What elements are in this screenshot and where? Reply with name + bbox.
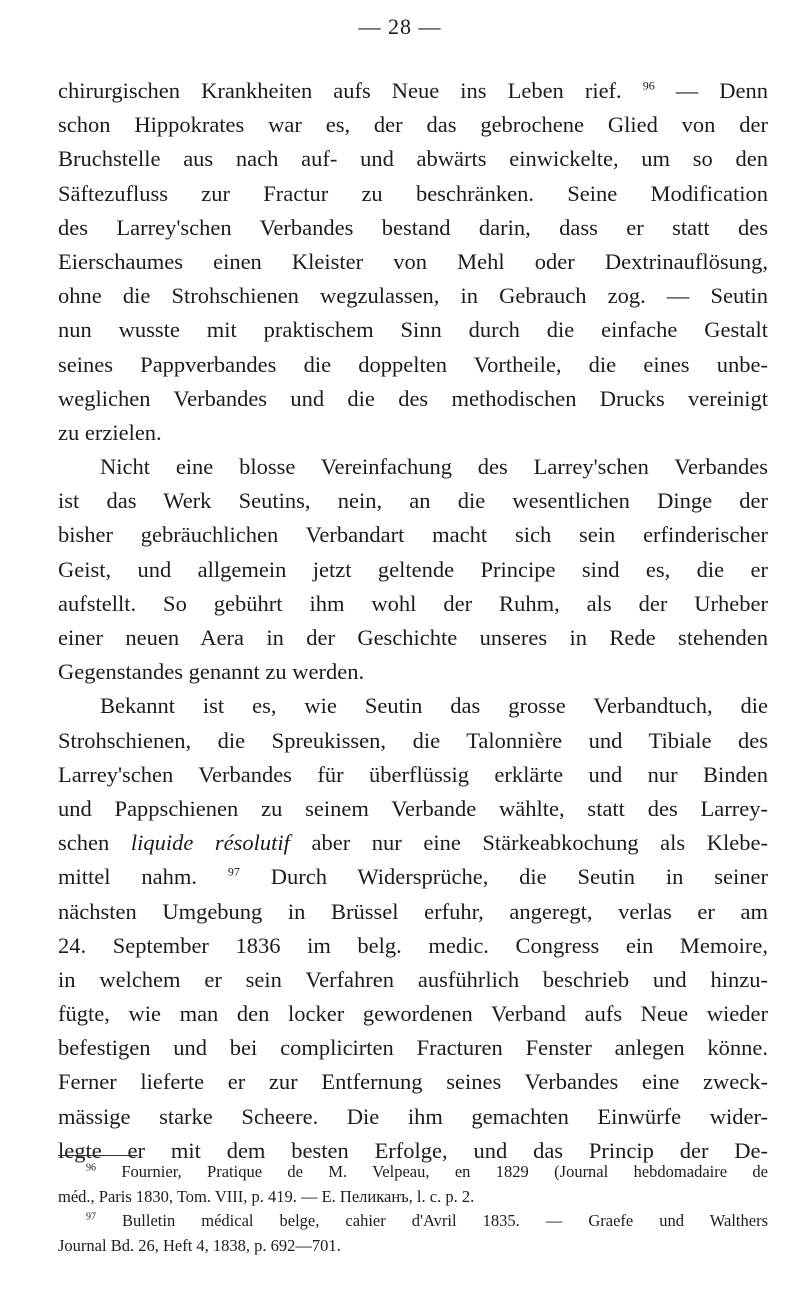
text-line: weglichen Verbandes und die des methodischen Drucks vereinigt [58,385,768,411]
footnote-marker: 96 [86,1162,96,1174]
text-line: Eierschaumes einen Kleister von Mehl oder Dextrinauflösung, [58,248,768,274]
text-line: Bruchstelle aus nach auf- und abwärts einwickelte, um so den [58,146,768,172]
text-line: ist das Werk Seutins, nein, an die wesentlichen Dinge der [58,488,768,514]
footnote-ref-96: 96 [642,78,655,93]
italic-term: liquide résolutif [130,830,290,856]
text-line: Nicht eine blosse Vereinfachung des Larrey'schen Verbandes [100,454,768,480]
text-line: in welchem er sein Verfahren ausführlich beschrieb und hinzu- [58,966,768,992]
text-line: Säftezufluss zur Fractur zu beschränken. Seine Modification [58,180,768,206]
page-number: — 28 — [358,14,442,39]
text-line: Bekannt ist es, wie Seutin das grosse Verbandtuch, die [100,693,768,719]
text-line: befestigen und bei complicirten Fracturen Fenster anlegen könne. [58,1035,768,1061]
text-line: einer neuen Aera in der Geschichte unseres in Rede stehenden [58,625,768,650]
text-line: nächsten Umgebung in Brüssel erfuhr, angeregt, verlas er am [58,898,768,924]
text-line: aufstellt. So gebührt ihm wohl der Ruhm, als der Urheber [58,590,768,616]
text-line: Gegenstandes genannt zu werden. [58,659,365,685]
footnote-line: $^{97}$ Bulletin médical belge, cahier d'Avril 1835. — Graefe und Walthers [86,1211,768,1230]
text-line: schon Hippokrates war es, der das gebrochene Glied von der [58,112,768,138]
text-line: 24. September 1836 im belg. medic. Congress ein Memoire, [58,932,768,958]
footnote-line: $^{96}$ Fournier, Pratique de M. Velpeau, en 1829 (Journal hebdomadaire de [86,1162,768,1181]
text-line: mässige starke Scheere. Die ihm gemachten Einwürfe wider- [58,1103,768,1129]
text-line: Strohschienen, die Spreukissen, die Talonnière und Tibiale des [58,727,768,753]
text-line: ohne die Strohschienen wegzulassen, in Gebrauch zog. — Seutin [58,283,768,309]
footnotes [58,1160,768,1258]
text-line: Geist, und allgemein jetzt geltende Principe sind es, die er [58,556,768,582]
text-line: des Larrey'schen Verbandes bestand darin, dass er statt des [58,214,768,240]
text-line: schen liquide résolutif aber nur eine Stärkeabkochung als Klebe- [58,830,768,856]
text-line: nun wusste mit praktischem Sinn durch die einfache Gestalt [58,317,768,343]
text-line: und Pappschienen zu seinem Verbande wählte, statt des Larrey- [58,795,768,821]
text-line: bisher gebräuchlichen Verbandart macht sich sein erfinderischer [58,522,768,548]
footnote-ref-97: 97 [227,864,240,879]
text-line: Ferner lieferte er zur Entfernung seines Verbandes eine zweck- [58,1069,768,1095]
main-text [58,74,768,1168]
text-line: seines Pappverbandes die doppelten Vortheile, die eines unbe- [58,351,768,377]
footnote-line: méd., Paris 1830, Tom. VIII, p. 419. — E. Пеликанъ, l. c. p. 2. [58,1186,475,1206]
text-line: mittel nahm. $^{97}$ Durch Widersprüche, die Seutin in seiner [58,864,768,890]
text-line: Larrey'schen Verbandes für überflüssig erklärte und nur Binden [58,761,768,787]
footnote-divider [58,1155,138,1156]
footnote-marker: 97 [86,1211,96,1223]
text-line: chirurgischen Krankheiten aufs Neue ins Leben rief. $^{96}$ — Denn [58,78,768,103]
footnote-line: Journal Bd. 26, Heft 4, 1838, p. 692—701. [58,1235,341,1255]
text-line: legte er mit dem besten Erfolge, und das Princip der De- [58,1137,768,1163]
text-line: fügte, wie man den locker gewordenen Verband aufs Neue wieder [58,1001,768,1027]
text-line: zu erzielen. [58,419,162,445]
